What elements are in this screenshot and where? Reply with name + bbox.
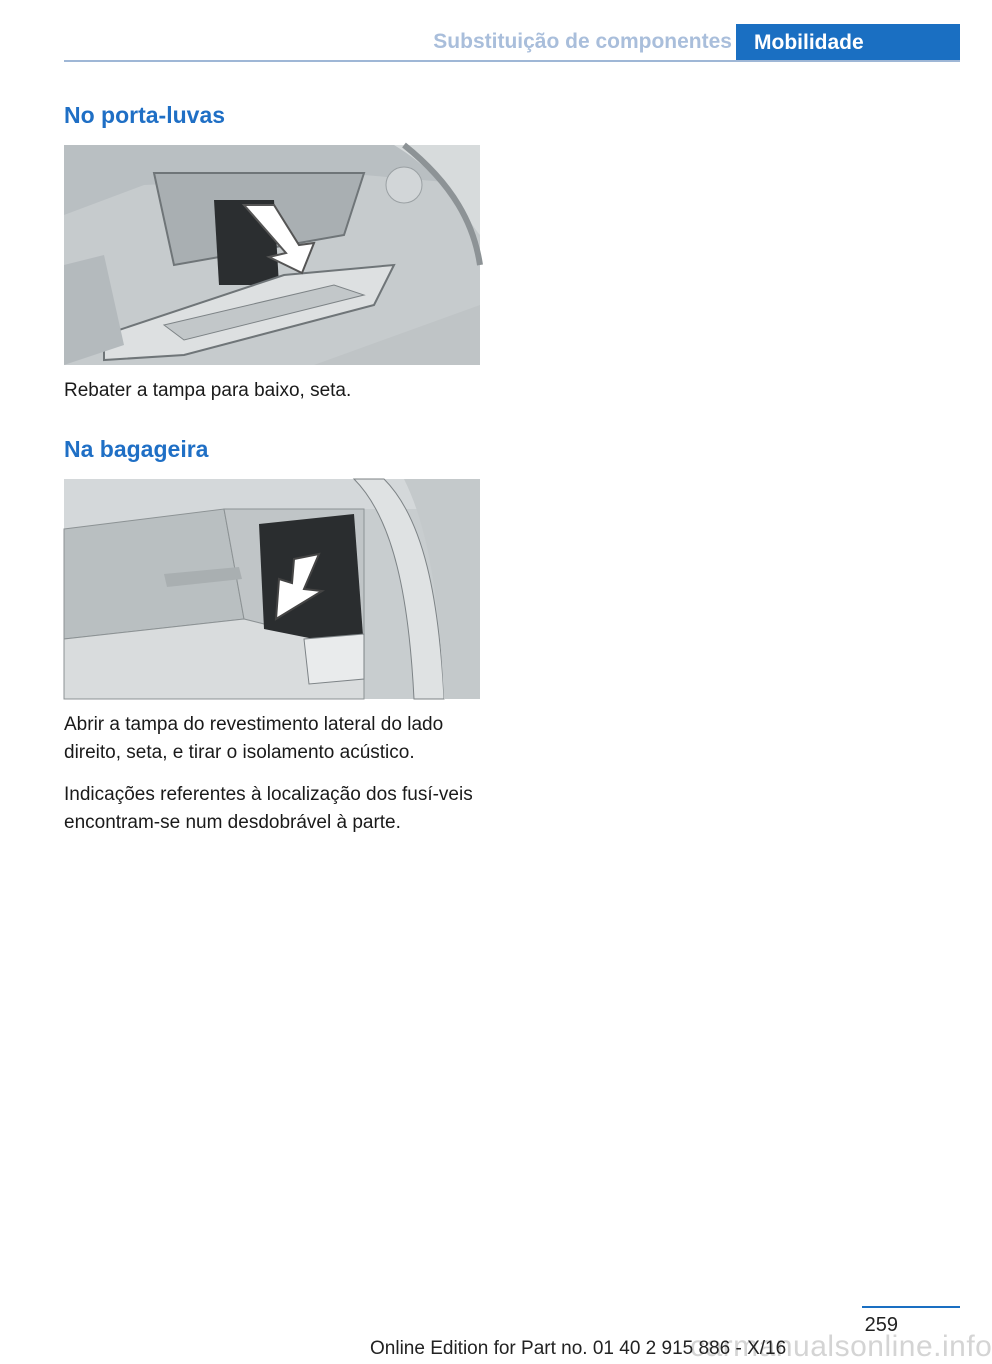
footer-rule — [862, 1306, 960, 1308]
caption-glovebox: Rebater a tampa para baixo, seta. — [64, 380, 352, 401]
section-heading-glovebox: No porta-luvas — [64, 102, 226, 128]
footer-edition: Online Edition for Part no. 01 40 2 915 886 - X/16 — [370, 1338, 787, 1359]
running-header-section: Substituição de componentes — [433, 30, 732, 53]
luggage-compartment-illustration — [64, 479, 480, 699]
note-fuse-location: Indicações referentes à localização dos fusí-veis encontram-se num desdobrável à parte. — [64, 784, 473, 833]
page-number: 259 — [864, 1314, 898, 1336]
running-header-chapter-tab: Mobilidade — [736, 24, 960, 62]
watermark: carmanualsonline.info — [690, 1330, 992, 1363]
header-rule — [64, 60, 960, 62]
section-heading-luggage: Na bagageira — [64, 436, 209, 462]
caption-luggage: Abrir a tampa do revestimento lateral do lado direito, seta, e tirar o isolamento acústico. — [64, 714, 444, 763]
glovebox-illustration — [64, 145, 480, 365]
